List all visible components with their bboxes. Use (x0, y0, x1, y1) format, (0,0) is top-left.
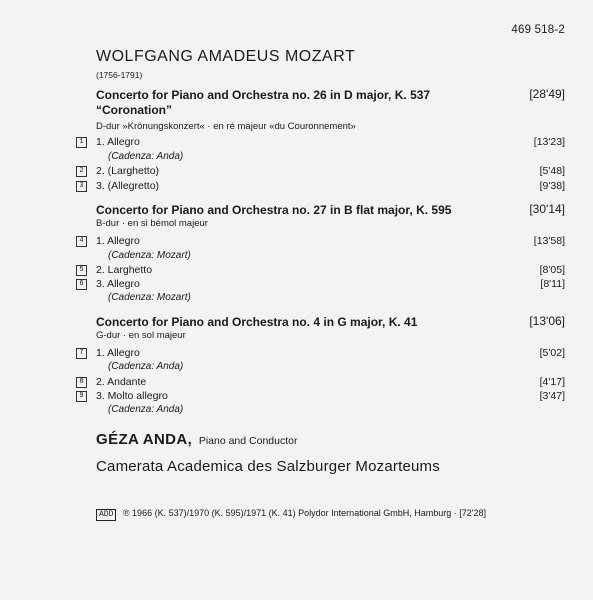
track-number-box: 3 (76, 181, 87, 192)
work-subtitle-k537: D-dur »Krönungskonzert« · en ré majeur «du Couronnement» (96, 121, 356, 132)
work-title-k595: Concerto for Piano and Orchestra no. 27 in B flat major, K. 595 (96, 203, 452, 217)
track-number-box: 7 (76, 348, 87, 359)
track-row (0, 278, 593, 293)
composer-name: WOLFGANG AMADEUS MOZART (96, 48, 356, 65)
track-duration: [8'11] (540, 278, 565, 290)
work-duration-k41: [13'06] (529, 314, 565, 328)
track-title: 2. Larghetto (96, 264, 153, 276)
track-cadenza: (Cadenza: Mozart) (108, 292, 191, 303)
track-row (0, 165, 593, 180)
track-row (0, 390, 593, 405)
track-row (0, 180, 593, 195)
track-duration: [13'58] (533, 235, 565, 247)
track-cadenza: (Cadenza: Mozart) (108, 250, 191, 261)
performer-line (96, 431, 297, 448)
track-title: 1. Allegro (96, 235, 140, 247)
copyright-footer (96, 508, 486, 521)
track-duration: [13'23] (533, 136, 565, 148)
track-title: 3. (Allegretto) (96, 180, 160, 192)
track-row (0, 136, 593, 151)
track-number-box: 2 (76, 166, 87, 177)
track-row (0, 264, 593, 279)
track-row (0, 235, 593, 250)
track-title: 3. Molto allegro (96, 390, 168, 402)
add-badge: ADD (96, 509, 116, 521)
track-duration: [3'47] (539, 390, 565, 402)
composer-dates: (1756-1791) (96, 70, 143, 80)
work-title-k41: Concerto for Piano and Orchestra no. 4 in G major, K. 41 (96, 315, 418, 329)
track-duration: [5'48] (539, 165, 565, 177)
copyright-text: ℗ 1966 (K. 537)/1970 (K. 595)/1971 (K. 41) Polydor International GmbH, Hamburg · [72'28] (122, 508, 486, 518)
track-row (0, 347, 593, 362)
track-number-box: 4 (76, 236, 87, 247)
catalog-number: 469 518-2 (511, 24, 565, 36)
track-cadenza: (Cadenza: Anda) (108, 361, 184, 372)
track-title: 2. (Larghetto) (96, 165, 160, 177)
ensemble-name: Camerata Academica des Salzburger Mozarteums (96, 458, 440, 475)
track-title: 1. Allegro (96, 347, 140, 359)
work-duration-k595: [30'14] (529, 202, 565, 216)
track-cadenza: (Cadenza: Anda) (108, 151, 184, 162)
track-cadenza: (Cadenza: Anda) (108, 404, 184, 415)
work-duration-k537: [28'49] (529, 87, 565, 101)
track-duration: [9'38] (539, 180, 565, 192)
track-duration: [4'17] (539, 376, 565, 388)
track-title: 3. Allegro (96, 278, 140, 290)
track-number-box: 5 (76, 265, 87, 276)
performer-role: Piano and Conductor (198, 435, 298, 447)
track-number-box: 9 (76, 391, 87, 402)
track-number-box: 8 (76, 377, 87, 388)
work-subtitle-k41: G-dur · en sol majeur (96, 330, 186, 341)
performer-name: GÉZA ANDA, (96, 431, 193, 448)
track-duration: [5'02] (539, 347, 565, 359)
track-number-box: 1 (76, 137, 87, 148)
work-nickname-k537: “Coronation” (96, 103, 172, 117)
track-title: 2. Andante (96, 376, 147, 388)
track-title: 1. Allegro (96, 136, 140, 148)
work-title-k537: Concerto for Piano and Orchestra no. 26 in D major, K. 537 (96, 88, 431, 102)
track-number-box: 6 (76, 279, 87, 290)
track-row (0, 376, 593, 391)
track-duration: [8'05] (539, 264, 565, 276)
work-subtitle-k595: B-dur · en si bémol majeur (96, 218, 208, 229)
